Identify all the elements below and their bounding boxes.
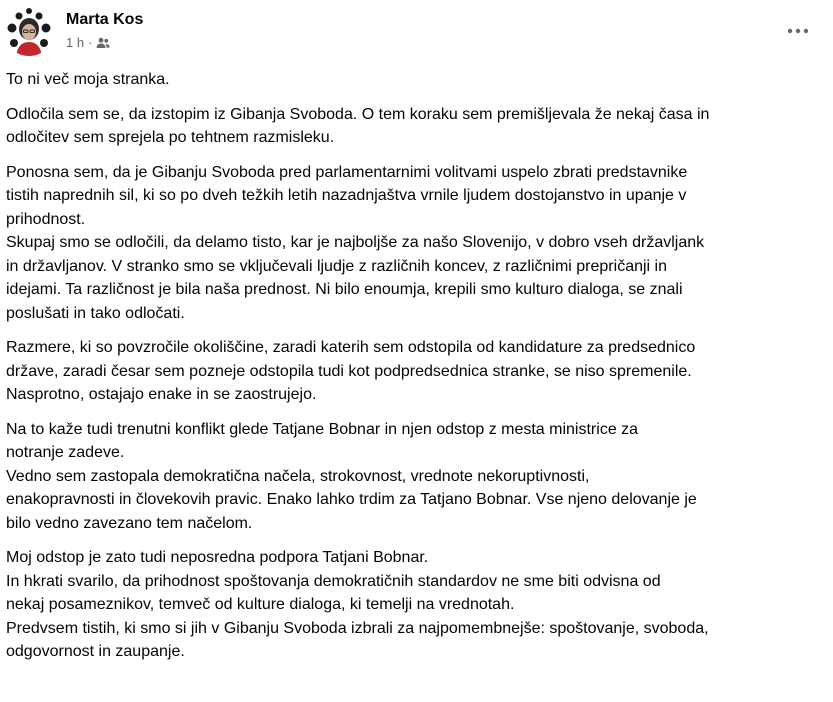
text-line: Na to kaže tudi trenutni konflikt glede Tatjane Bobnar in njen odstop z mesta ministrice za <box>6 420 639 438</box>
paragraph-5 <box>6 418 820 536</box>
post-meta <box>66 35 143 51</box>
text-line: idejami. Ta različnost je bila naša prednost. Ni bilo enoumja, krepili smo kulturo dialoga, se znali <box>6 281 683 298</box>
text-line: Odločila sem se, da izstopim iz Gibanja Svoboda. O tem koraku sem premišljevala že nekaj časa in <box>6 105 710 123</box>
text-line: tistih naprednih sil, ki so po dveh težkih letih nazadnjaštva vrnile ljudem dostojanstvo in upanje v <box>6 187 687 204</box>
text-line: nekaj posameznikov, temveč od kulture dialoga, ki temelji na vrednotah. <box>6 596 515 613</box>
text-line: Razmere, ki so povzročile okoliščine, zaradi katerih sem odstopila od kandidature za predsednico <box>6 339 696 356</box>
text-line: Skupaj smo se odločili, da delamo tisto, kar je najboljše za našo Slovenijo, v dobro vseh državljank <box>6 234 705 251</box>
more-options-button[interactable] <box>785 18 811 44</box>
paragraph-4 <box>6 336 820 407</box>
text-line: države, zaradi česar sem pozneje odstopila tudi kot podpredsednica stranke, se niso spremenile. <box>6 362 692 380</box>
friends-icon[interactable] <box>96 37 110 49</box>
text-line: in državljanov. V stranko smo se vključevali ljudje z različnih koncev, z različnimi prepričanji in <box>6 257 667 275</box>
post-text <box>6 68 820 675</box>
text-line: To ni več moja stranka. <box>6 71 170 88</box>
text-line: prihodnost. <box>6 210 86 228</box>
text-line: Predvsem tistih, ki smo si jih v Gibanju Svoboda izbrali za najpomembnejše: spoštovanje, svoboda, <box>6 619 709 637</box>
text-line: notranje zadeve. <box>6 444 125 461</box>
avatar-image <box>4 6 54 56</box>
text-line: enakopravnosti in človekovih pravic. Enako lahko trdim za Tatjano Bobnar. Vse njeno delovanje je <box>6 491 697 508</box>
text-line: odgovornost in zaupanje. <box>6 643 185 660</box>
text-line: Ponosna sem, da je Gibanju Svoboda pred parlamentarnimi volitvami uspelo zbrati predstavnike <box>6 163 688 181</box>
text-line: bilo vedno zavezano tem načelom. <box>6 514 253 532</box>
more-dots-icon <box>787 28 809 34</box>
text-line: Nasprotno, ostajajo enake in se zaostrujejo. <box>6 386 317 403</box>
text-line: odločitev sem sprejela po tehtnem razmisleku. <box>6 129 335 146</box>
text-line: Moj odstop je zato tudi neposredna podpora Tatjani Bobnar. <box>6 549 429 566</box>
text-line: poslušati in tako odločati. <box>6 304 185 322</box>
post-timestamp[interactable]: 1 h <box>66 35 85 50</box>
meta-separator: · <box>88 35 93 50</box>
avatar[interactable] <box>4 6 54 56</box>
paragraph-6 <box>6 546 820 664</box>
post-header <box>0 0 833 64</box>
text-line: Vedno sem zastopala demokratična načela, strokovnost, vrednote nekoruptivnosti, <box>6 467 590 485</box>
paragraph-2 <box>6 103 820 150</box>
paragraph-3 <box>6 161 820 326</box>
text-line: In hkrati svarilo, da prihodnost spoštovanja demokratičnih standardov ne sme biti odvisna od <box>6 572 661 590</box>
author-block <box>66 10 143 51</box>
paragraph-1 <box>6 68 820 92</box>
author-name[interactable]: Marta Kos <box>66 11 144 28</box>
